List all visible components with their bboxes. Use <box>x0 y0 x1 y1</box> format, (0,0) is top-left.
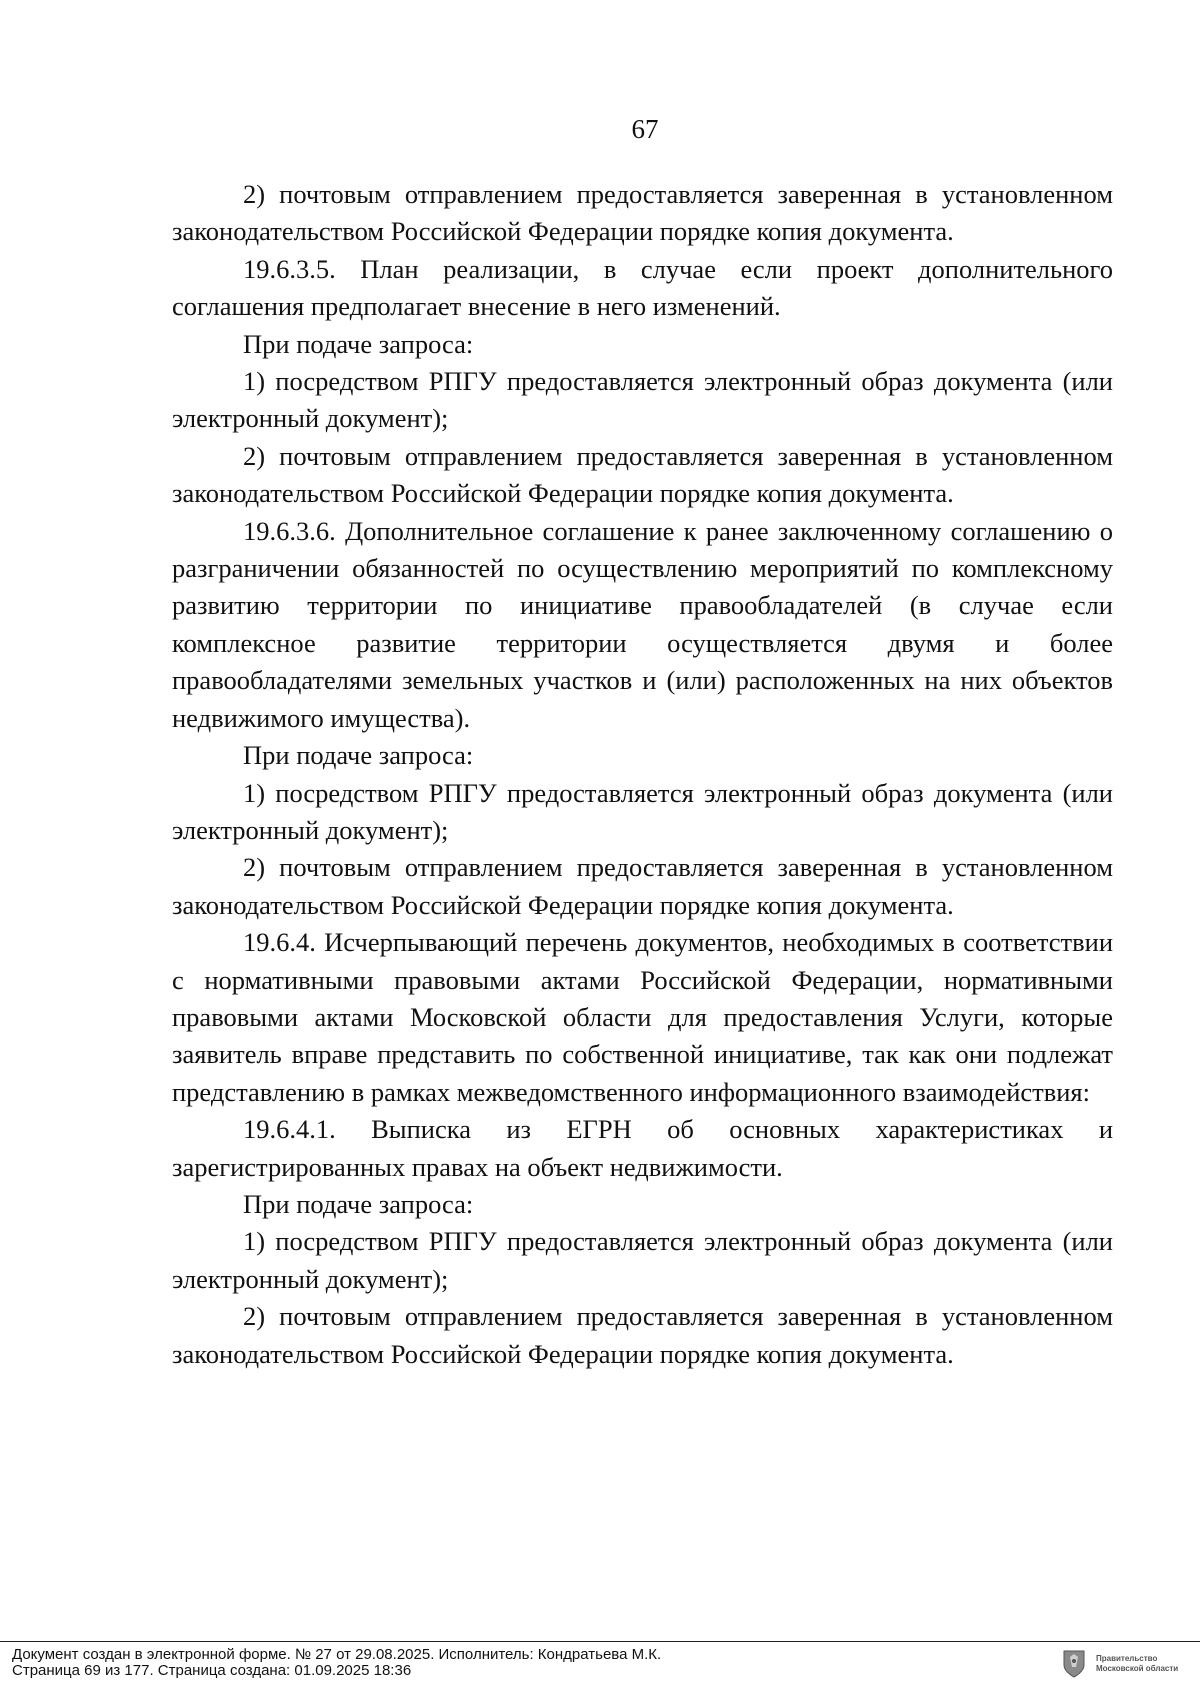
paragraph: 19.6.3.5. План реализации, в случае если проект дополнительного соглашения предполагает внесение в него изменений. <box>172 253 1113 322</box>
paragraph: 1) посредством РПГУ предоставляется электронный образ документа (или электронный документ); <box>172 777 1113 845</box>
paragraph: 2) почтовым отправлением предоставляется заверенная в установленном законодательством Российской Федерации порядке копия документа. <box>172 852 1113 920</box>
paragraph: 2) почтовым отправлением предоставляется заверенная в установленном законодательством Российской Федерации порядке копия документа. <box>172 440 1113 509</box>
paragraph: При подаче запроса: <box>243 740 474 771</box>
logo-caption: Правительство Московской области <box>1096 1654 1179 1673</box>
paragraph: 19.6.4. Исчерпывающий перечень документов, необходимых в соответствии с нормативными правовыми актами Российской Федерации, нормативными правовыми актами Московской области для предоставления Услуги, которые заявитель вправе представить по собственной инициативе, так как они подлежат представлению в рамках межведомственного информационного взаимодействия: <box>172 927 1113 1107</box>
paragraph: 1) посредством РПГУ предоставляется электронный образ документа (или электронный документ); <box>172 366 1113 434</box>
document-body <box>172 176 1113 1373</box>
paragraph: 2) почтовым отправлением предоставляется заверенная в установленном законодательством Российской Федерации порядке копия документа. <box>172 179 1113 247</box>
footer-metadata <box>12 1647 661 1679</box>
government-logo <box>1060 1644 1192 1684</box>
paragraph: 19.6.4.1. Выписка из ЕГРН об основных характеристиках и зарегистрированных правах на объект недвижимости. <box>172 1114 1113 1182</box>
footer-divider <box>0 1641 1200 1642</box>
paragraph: 2) почтовым отправлением предоставляется заверенная в установленном законодательством Российской Федерации порядке копия документа. <box>172 1301 1113 1369</box>
footer-page-info: Страница 69 из 177. Страница создана: 01.09.2025 18:36 <box>12 1662 412 1679</box>
paragraph: При подаче запроса: <box>243 328 474 359</box>
coat-of-arms-icon <box>1060 1647 1088 1681</box>
paragraph: 19.6.3.6. Дополнительное соглашение к ранее заключенному соглашению о разграничении обязанностей по осуществлению мероприятий по комплексному развитию территории по инициативе правообладателей (в случае если комплексное развитие территории осуществляется двумя и более правообладателями земельных участков и (или) расположенных на них объектов недвижимого имущества). <box>172 515 1113 733</box>
paragraph: При подаче запроса: <box>243 1188 474 1219</box>
paragraph: 1) посредством РПГУ предоставляется электронный образ документа (или электронный документ); <box>172 1226 1113 1294</box>
footer-document-info: Документ создан в электронной форме. № 27 от 29.08.2025. Исполнитель: Кондратьева М.К. <box>12 1646 662 1663</box>
page-number: 67 <box>631 114 659 144</box>
